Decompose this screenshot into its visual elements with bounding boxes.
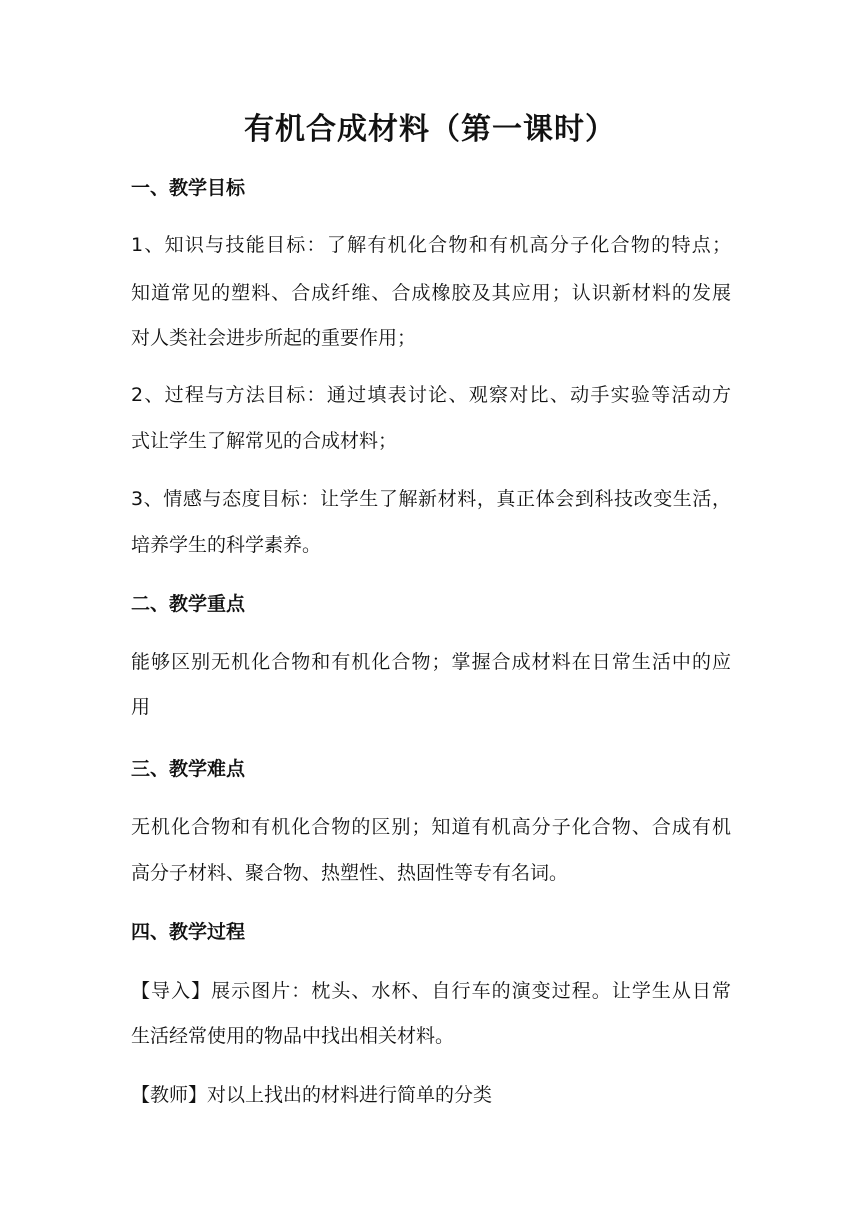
- process-intro-line-2: 生活经常使用的物品中找出相关材料。: [131, 1025, 455, 1047]
- section-heading-teaching-process: 四、教学过程: [131, 921, 246, 943]
- objective-1-line-3: 对人类社会进步所起的重要作用；: [131, 327, 417, 349]
- section-heading-difficulties: 三、教学难点: [131, 758, 246, 780]
- key-points-line-1: 能够区别无机化合物和有机化合物；掌握合成材料在日常生活中的应: [131, 651, 731, 673]
- section-heading-key-points: 二、教学重点: [131, 593, 246, 615]
- key-points-line-2: 用: [131, 696, 151, 718]
- objective-2-line-1: 2、过程与方法目标：通过填表讨论、观察对比、动手实验等活动方: [131, 384, 731, 406]
- objective-2-line-2: 式让学生了解常见的合成材料；: [131, 430, 398, 452]
- objective-1-line-1: 1、知识与技能目标：了解有机化合物和有机高分子化合物的特点；: [131, 234, 731, 256]
- objective-3-line-2: 培养学生的科学素养。: [131, 534, 322, 556]
- difficulties-line-2: 高分子材料、聚合物、热塑性、热固性等专有名词。: [131, 862, 569, 884]
- section-heading-teaching-objectives: 一、教学目标: [131, 177, 246, 199]
- objective-1-line-2: 知道常见的塑料、合成纤维、合成橡胶及其应用；认识新材料的发展: [131, 282, 731, 304]
- document-title: 有机合成材料（第一课时）: [244, 112, 616, 147]
- process-teacher-line: 【教师】对以上找出的材料进行简单的分类: [131, 1084, 493, 1106]
- difficulties-line-1: 无机化合物和有机化合物的区别；知道有机高分子化合物、合成有机: [131, 816, 731, 838]
- objective-3-line-1: 3、情感与态度目标：让学生了解新材料，真正体会到科技改变生活，: [131, 488, 731, 510]
- process-intro-line-1: 【导入】展示图片：枕头、水杯、自行车的演变过程。让学生从日常: [131, 980, 731, 1002]
